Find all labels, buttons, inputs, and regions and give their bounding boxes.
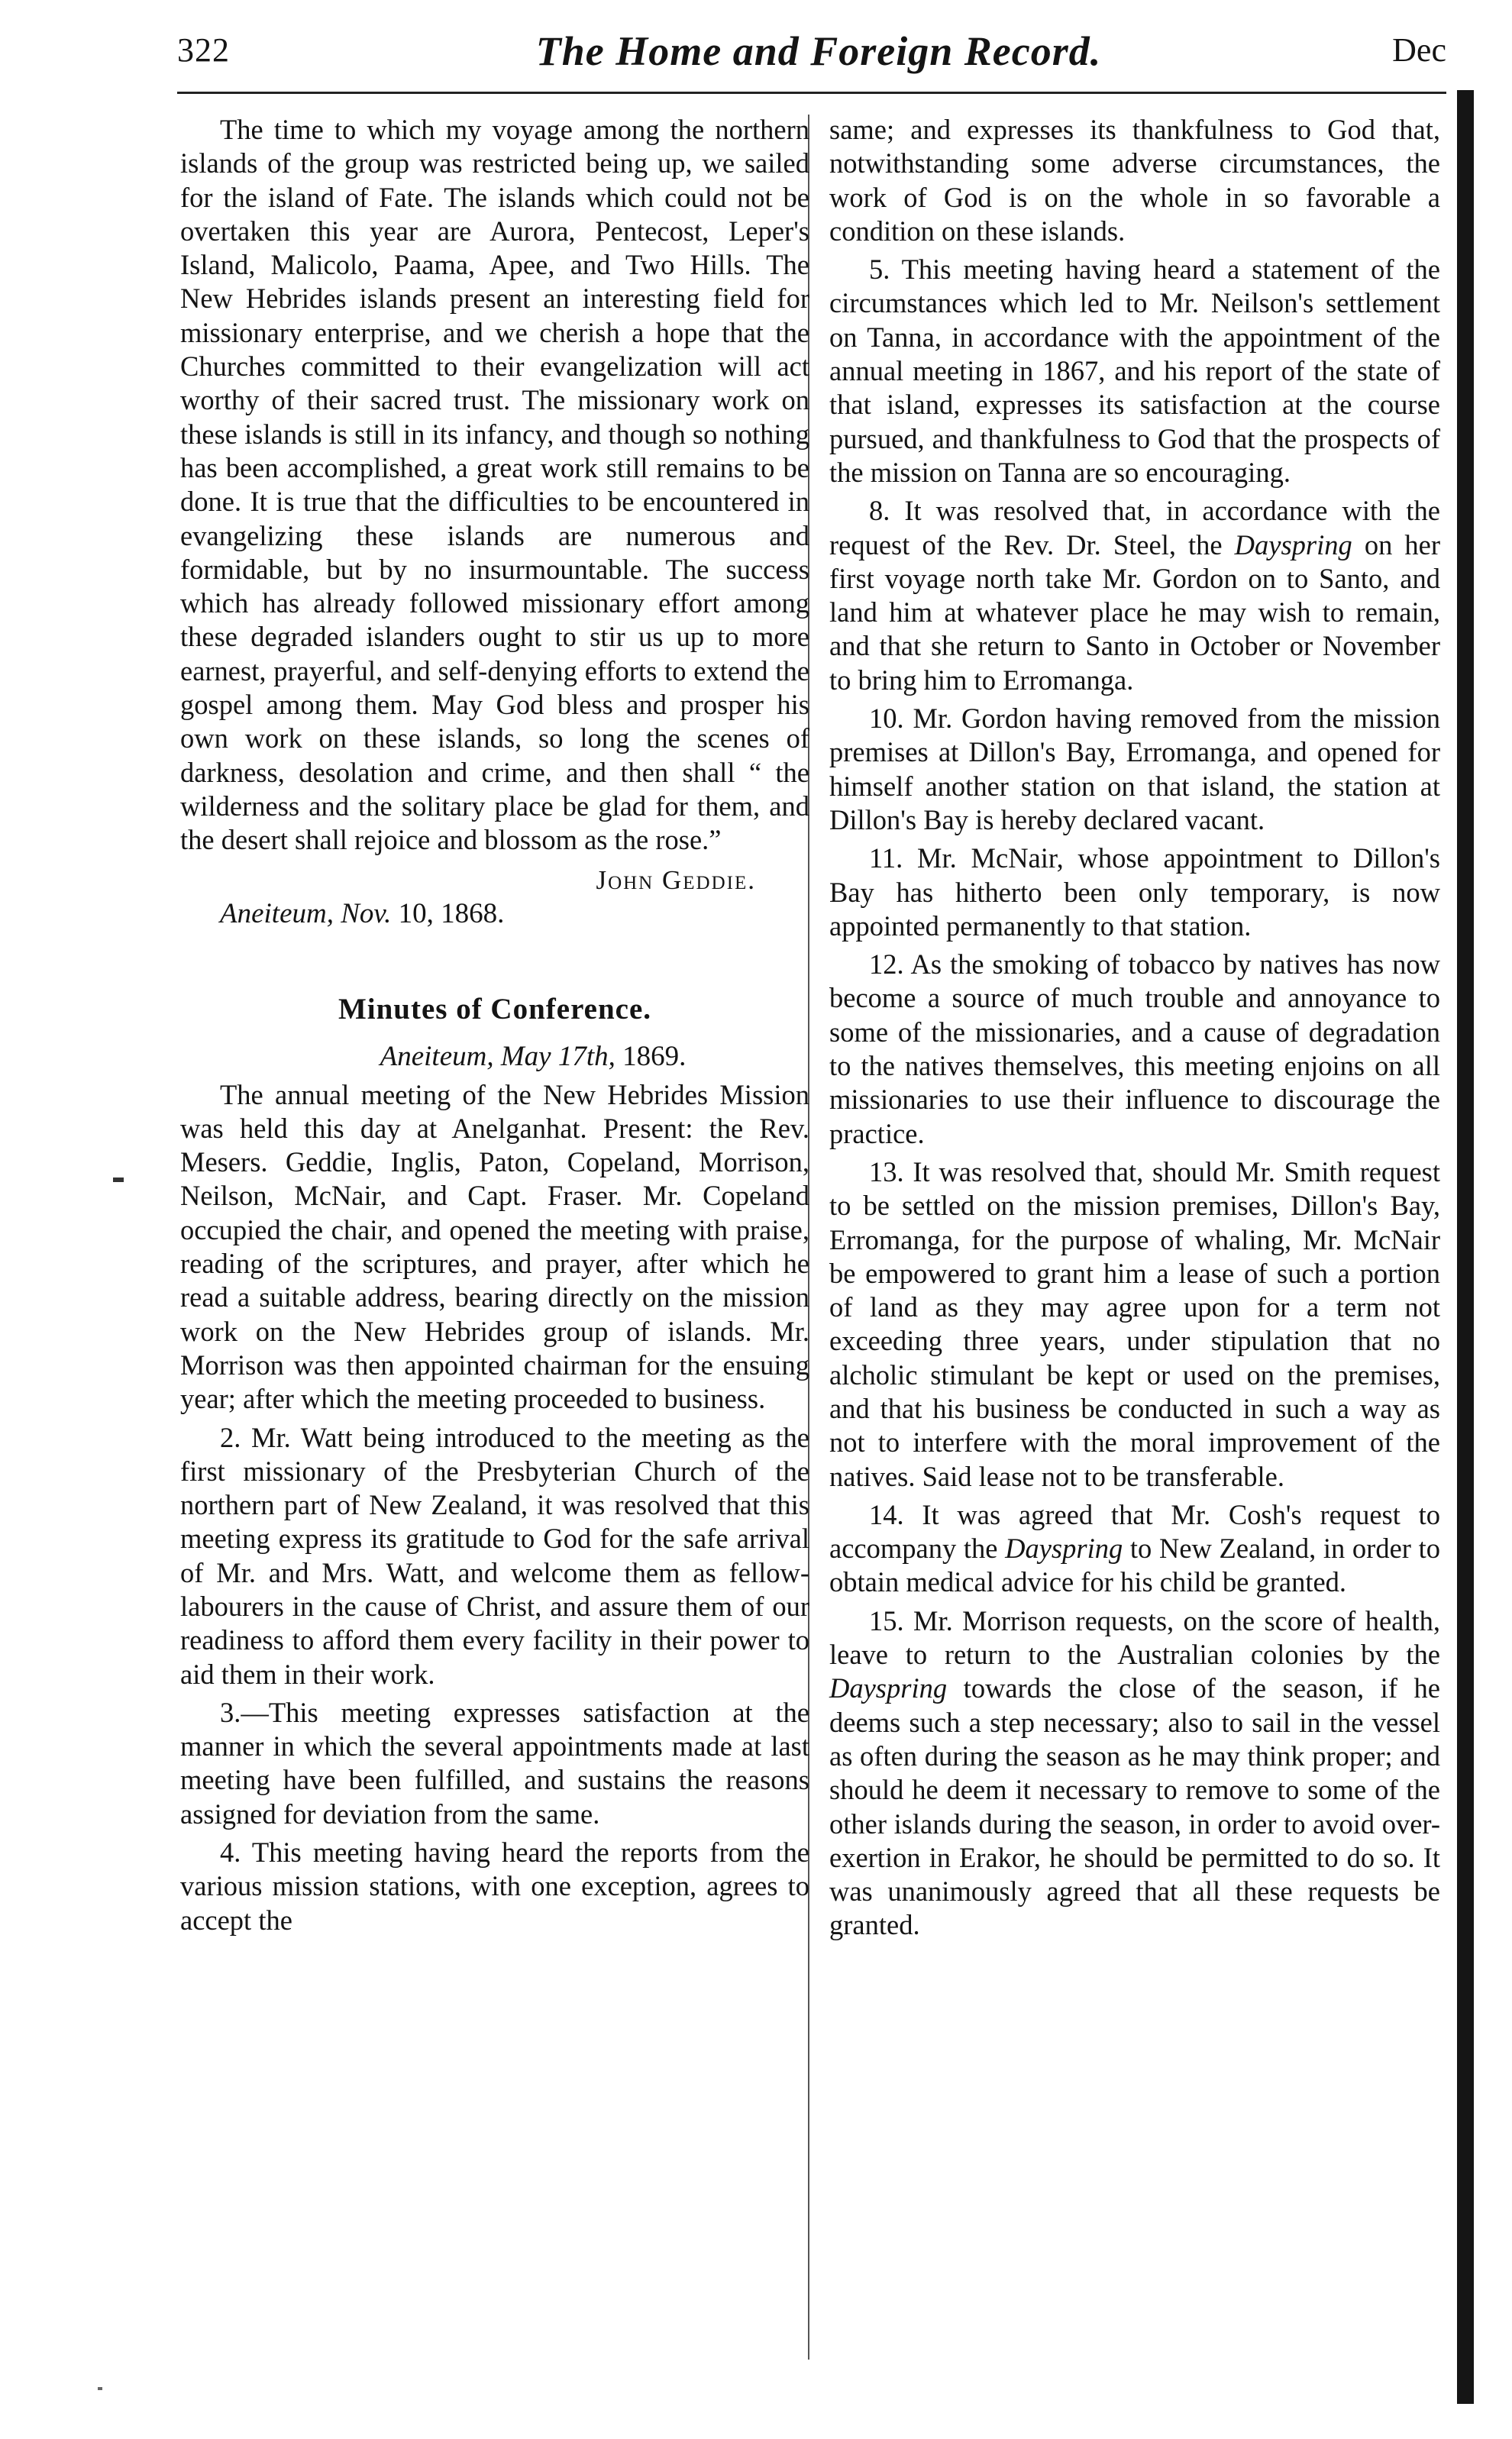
ship-name: Dayspring <box>1005 1533 1123 1565</box>
minutes-dateline <box>257 1040 809 1074</box>
ship-name: Dayspring <box>829 1672 948 1704</box>
item-15-text-b: towards the close of the season, if he deems such a step necessary; also to sail in the vessel as often during the season as he may think proper; and should he deem it necessary to remove to some of the other islands during the season, in order to avoid over-exertion in Erakor, he should be permitted to do so. It was unanimously agreed that all these requests be granted. <box>829 1672 1440 1941</box>
signature-date: 10, 1868. <box>391 897 505 929</box>
margin-mark <box>113 1178 124 1182</box>
minute-item-14 <box>829 1498 1440 1600</box>
minute-item-4: 4. This meeting having heard the reports from the various mission stations, with one exception, agrees to accept the <box>180 1837 809 1936</box>
left-column <box>180 113 809 1937</box>
section-title: Minutes of Conference. <box>338 992 652 1026</box>
minute-item-13: 13. It was resolved that, should Mr. Smith request to be settled on the mission premises, Dillon's Bay, Erromanga, for the purpose of whaling, Mr. McNair be empowered to grant him a lease of such a portion of land as they may agree upon for a term not exceeding three years, under stipulation that no alcholic stimulant be kept or used on the premises, and that his business be conducted in such a way as not to interfere with the moral improvement of the natives. Said lease not to be transferable. <box>829 1155 1440 1492</box>
page-number: 322 <box>177 31 230 69</box>
page-header <box>177 27 1446 89</box>
minute-item-3: 3.—This meeting expresses satisfaction at the manner in which the several appointments made at last meeting have been fulfilled, and sustains the reasons assigned for deviation from the same. <box>180 1696 809 1830</box>
right-column <box>829 113 1440 1943</box>
minute-item-15 <box>829 1604 1440 1943</box>
signature-place <box>220 897 809 931</box>
signature: John Geddie. <box>596 864 756 895</box>
header-month: Dec <box>1392 31 1446 69</box>
item-14-text-a: 14. It was agreed that Mr. Cosh's request to accompany the <box>829 1498 1440 1565</box>
minute-item-11: 11. Mr. McNair, whose appointment to Dillon's Bay has hitherto been only temporary, is now appointed permanently to that station. <box>829 842 1440 942</box>
minutes-intro: The annual meeting of the New Hebrides Mission was held this day at Anelganhat. Present: the Rev. Mesers. Geddie, Inglis, Paton, Copeland, Morrison, Neilson, McNair, and Capt. Fraser. Mr. Copeland occupied the chair, and opened the meeting with praise, reading of the scriptures, and prayer, after which he read a suitable address, bearing directly on the mission work on the New Hebrides group of islands. Mr. Morrison was then appointed chairman for the ensuing year; after which the meeting proceeded to business. <box>180 1078 809 1415</box>
item-15-text-a: 15. Mr. Morrison requests, on the score of health, leave to return to the Australian colonies by the <box>829 1604 1440 1671</box>
item-8-text-b: on her first voyage north take Mr. Gordon on to Santo, and land him at whatever place he may wish to remain, and that she return to Santo in October or November to bring him to Erromanga. <box>829 528 1440 696</box>
item-8-text-a: 8. It was resolved that, in accordance with the request of the Rev. Dr. Steel, the <box>829 495 1440 560</box>
opening-paragraph: The time to which my voyage among the northern islands of the group was restricted being up, we sailed for the island of Fate. The islands which could not be overtaken this year are Aurora, Pentecost, Leper's Island, Malicolo, Paama, Apee, and Two Hills. The New Hebrides islands present an interesting field for missionary enterprise, and we cherish a hope that the Churches committed to their evangelization will act worthy of their sacred trust. The missionary work on these islands is still in its infancy, and though so nothing has been accomplished, a great work still remains to be done. It is true that the difficulties to be encountered in evangelizing these islands are numerous and formidable, but by no insurmountable. The success which has already followed missionary effort among these degraded islanders ought to stir us up to more earnest, prayerful, and self-denying efforts to extend the gospel among them. May God bless and prosper his own work on these islands, so long the scenes of darkness, desolation and crime, and then shall “ the wilderness and the solitary place be glad for them, and the desert shall rejoice and blossom as the rose.” <box>180 114 809 856</box>
minute-item-2: 2. Mr. Watt being introduced to the meeting as the first missionary of the Presbyterian Church of the northern part of New Zealand, it was resolved that this meeting express its gratitude to God for the safe arrival of Mr. and Mrs. Watt, and welcome them as fellow-labourers in the cause of Christ, and assure them of our readiness to afford them every facility in their power to aid them in their work. <box>180 1421 809 1690</box>
minute-item-10: 10. Mr. Gordon having removed from the mission premises at Dillon's Bay, Erromanga, and opened for himself another station on that island, the station at Dillon's Bay is hereby declared vacant. <box>829 703 1440 835</box>
minute-item-8 <box>829 494 1440 697</box>
header-rule <box>177 92 1446 94</box>
item-14-text-b: to New Zealand, in order to obtain medical advice for his child be granted. <box>829 1533 1440 1598</box>
dateline-year: 1869. <box>615 1040 687 1072</box>
margin-speck <box>98 2387 102 2390</box>
binding-edge-shadow <box>1457 90 1474 2404</box>
signature-place-name: Aneiteum, Nov. <box>220 897 392 929</box>
minute-item-12: 12. As the smoking of tobacco by natives has now become a source of much trouble and annoyance to some of the missionaries, and a cause of degradation to the natives themselves, this meeting enjoins on all missionaries to use their influence to discourage the practice. <box>829 948 1440 1149</box>
running-title: The Home and Foreign Record. <box>535 28 1102 74</box>
ship-name: Dayspring <box>1234 528 1352 560</box>
minute-item-5: 5. This meeting having heard a statement of the circumstances which led to Mr. Neilson's settlement on Tanna, in accordance with the appointment of the annual meeting in 1867, and his report of the state of that island, expresses its satisfaction at the course pursued, and thankfulness to God that the prospects of the mission on Tanna are so encouraging. <box>829 254 1440 488</box>
dateline-place: Aneiteum, May 17th, <box>380 1040 615 1072</box>
minute-item-4-continued: same; and expresses its thankfulness to God that, notwithstanding some adverse circumstances, the work of God is on the whole in so favorable a condition on these islands. <box>829 114 1440 247</box>
